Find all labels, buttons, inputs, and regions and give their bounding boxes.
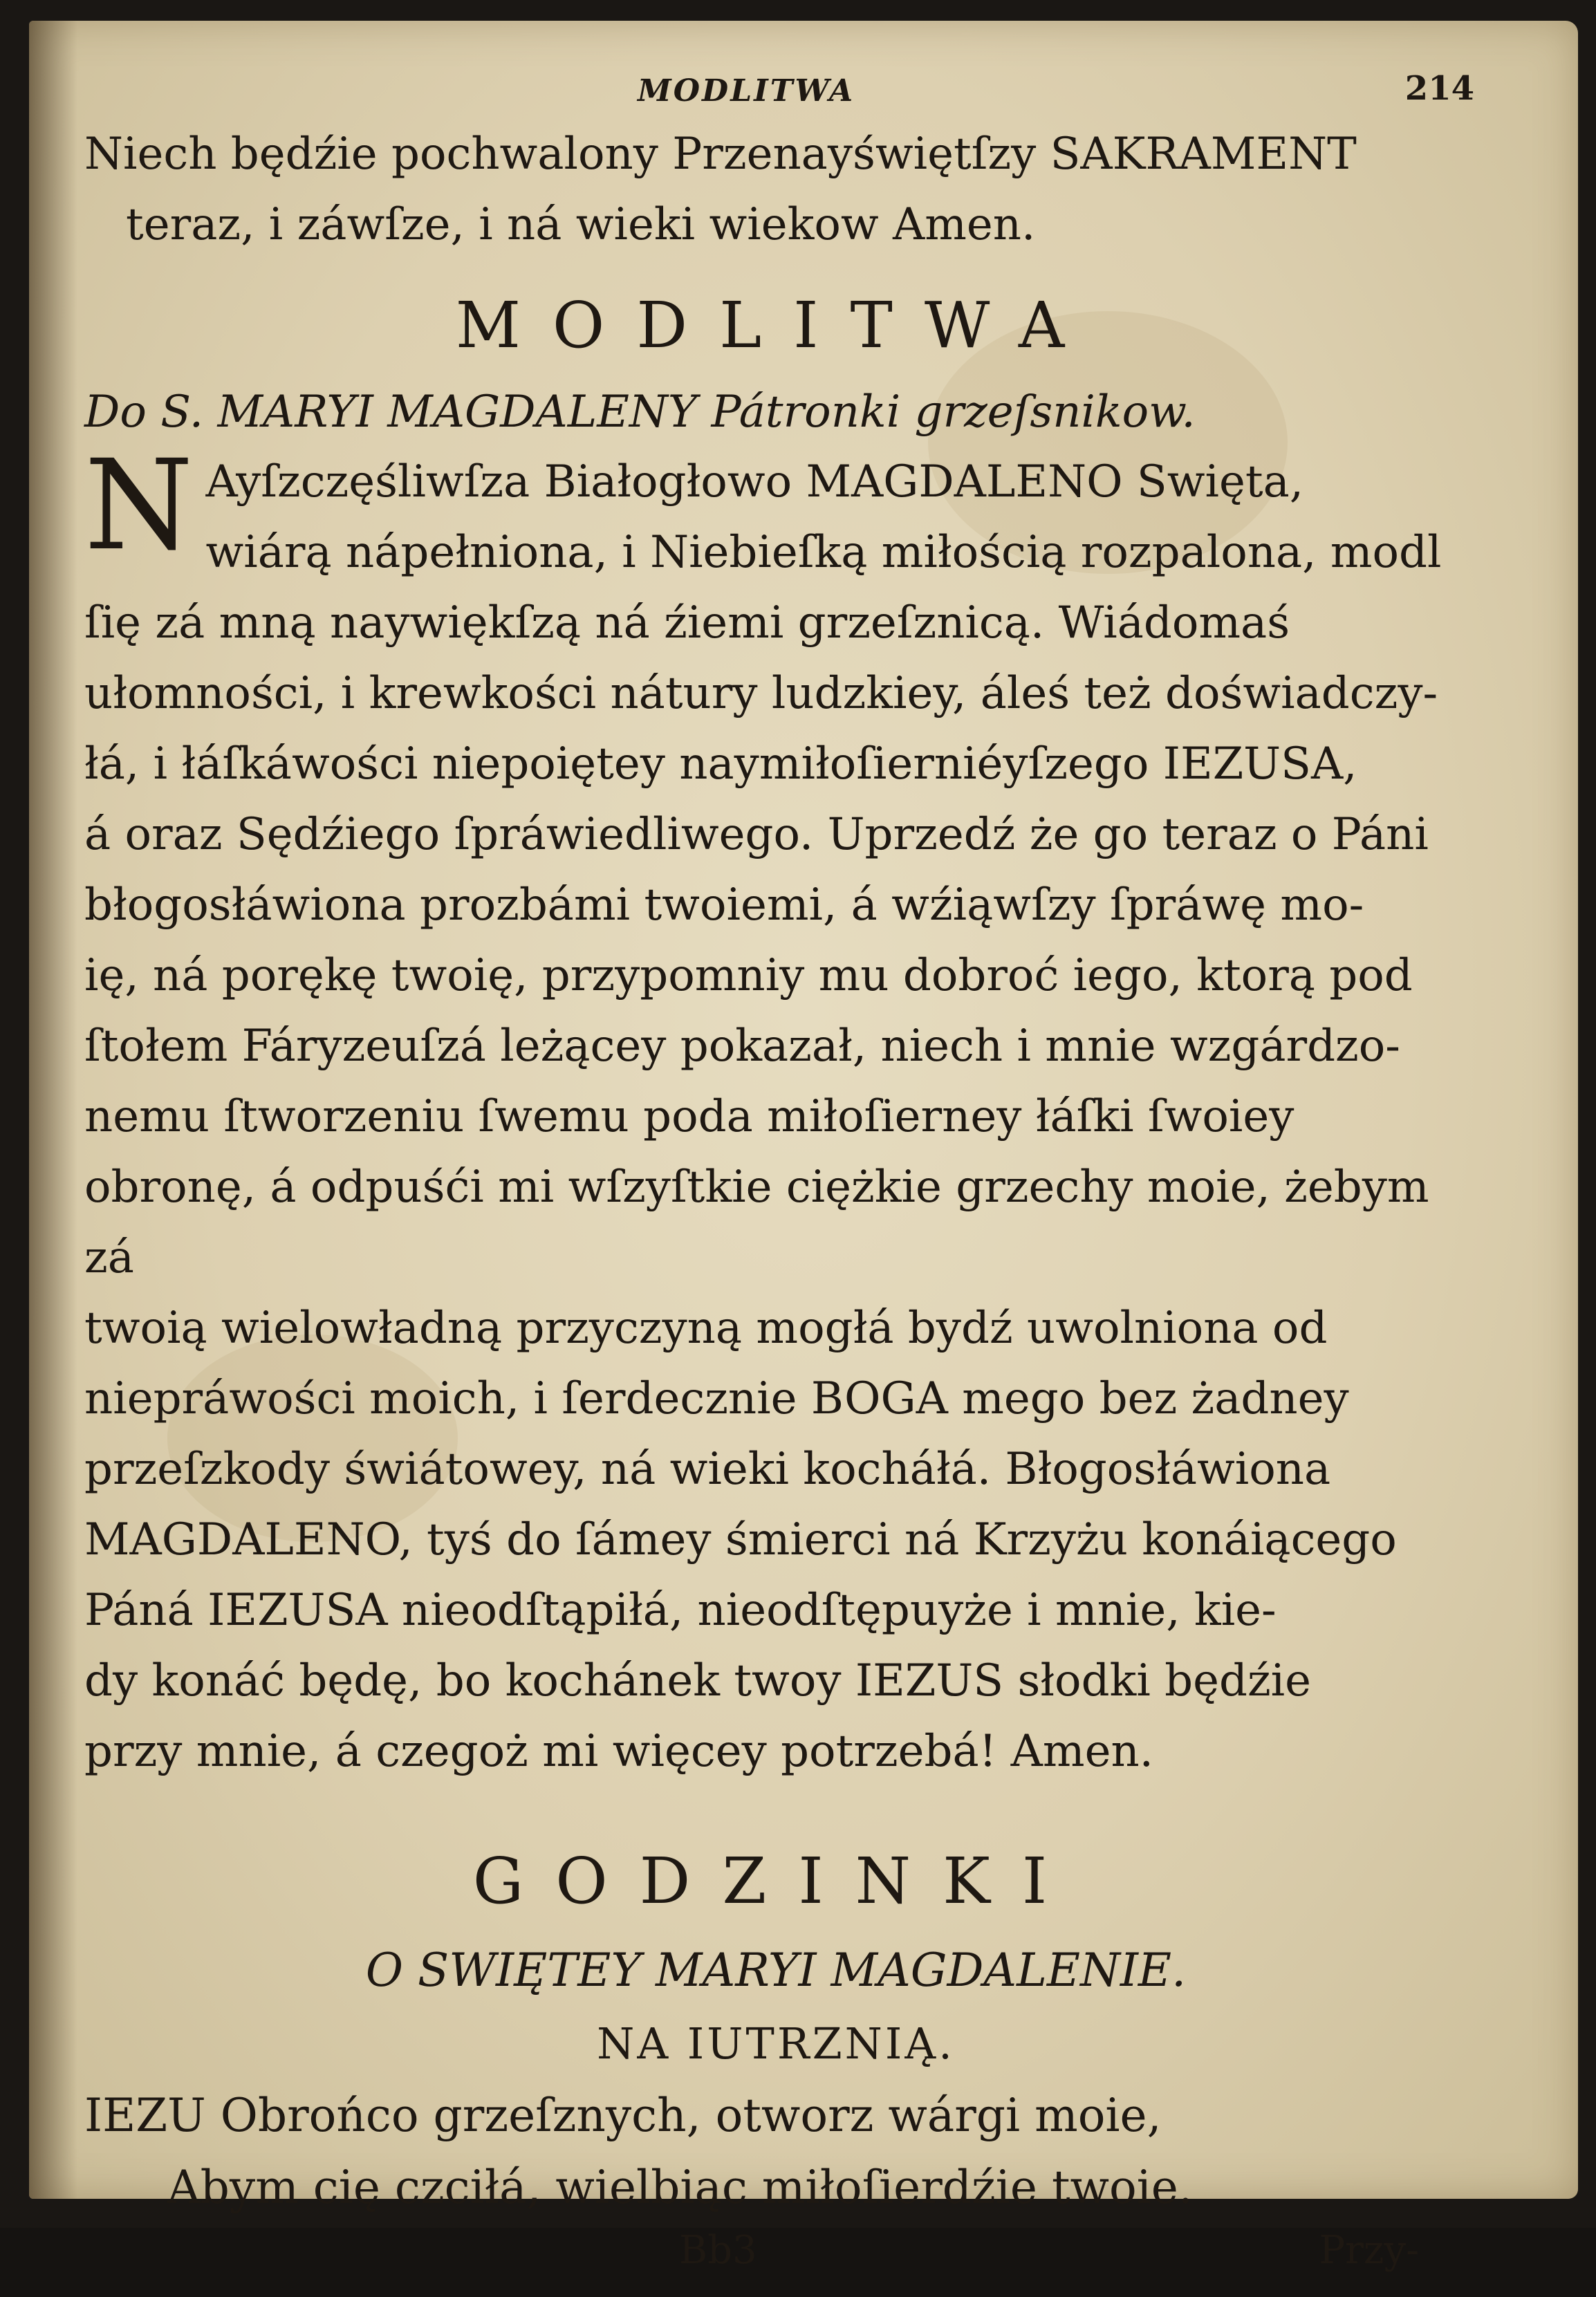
page-text <box>84 69 1474 2297</box>
prayer-line: niepráwości moich, i ſerdecznie BOGA mego bez żadney <box>84 1373 1349 1424</box>
page-footer <box>84 2228 1467 2297</box>
intro-line: teraz, i záwſze, i ná wieki wiekow Amen. <box>126 199 1036 250</box>
prayer-line: ſtołem Fáryzeuſzá leżącey pokazał, niech i mnie wzgárdzo- <box>84 1021 1400 1072</box>
prayer-line: przeſzkody świátowey, ná wieki kocháłá. Błogosłáwiona <box>84 1444 1331 1495</box>
prayer-line: twoią wielowładną przyczyną mogłá bydź uwolniona od <box>84 1303 1328 1354</box>
prayer-line: á oraz Sędźiego ſpráwiedliwego. Uprzedź że go teraz o Páni błogosłáwiona prozbámi twoiemi, á wźiąwſzy ſpráwę mo- <box>84 809 1429 931</box>
prayer-line: MAGDALENO, tyś do ſámey śmierci ná Krzyżu konáiącego Páná IEZUSA nieodſtąpiłá, nieodſtępuyże i mnie, kie- <box>84 1514 1397 1636</box>
hours-subheading: O SWIĘTEY MARYI MAGDALENIE. <box>365 1944 1187 1997</box>
book-page <box>29 21 1578 2273</box>
page-number: 214 <box>1404 69 1474 108</box>
running-head-title: MODLITWA <box>638 73 855 109</box>
prayer-line: ſię zá mną naywiękſzą ná źiemi grzeſznicą. Wiádomaś ułomności, i krewkości nátury ludzkiey, áleś też doświadczy- <box>84 597 1438 719</box>
prayer-line: dy konáć będę, bo kochánek twoy IEZUS słodki będźie <box>84 1655 1311 1707</box>
verse-line: Abym cię czciłá, wielbiąc miłoſierdźie twoie. <box>167 2161 1193 2214</box>
hours-section-title: NA IUTRZNIĄ. <box>597 2018 955 2069</box>
prayer-line: łá, i łáſkáwości niepoiętey naymiłoſierniéyſzego IEZUSA, <box>84 738 1357 790</box>
prayer-subheading: Do S. MARYI MAGDALENY Pátronki grzeſsnikow. <box>84 387 1196 438</box>
drop-cap: N <box>84 434 194 578</box>
verse-line: IEZU Obrońco grzeſznych, otworz wárgi moie, <box>84 2089 1162 2142</box>
prayer-heading: MODLITWA <box>455 288 1097 362</box>
intro-line: Niech będźie pochwalony Przenayświętſzy SAKRAMENT <box>84 129 1357 180</box>
prayer-paragraph <box>84 434 1467 1787</box>
signature-mark: Bb3 <box>679 2228 757 2273</box>
prayer-line: wiárą nápełniona, i Niebieſką miłością rozpalona, modl <box>205 527 1442 578</box>
prayer-line: nemu ſtworzeniu ſwemu poda miłoſierney łáſki ſwoiey obronę, á odpuśći mi wſzyſtkie ciężkie grzechy moie, żebym zá <box>84 1091 1429 1283</box>
prayer-line: ię, ná porękę twoię, przypomniy mu dobroć iego, ktorą pod <box>84 950 1413 1001</box>
prayer-line: Ayſzczęśliwſza Białogłowo MAGDALENO Swięta, <box>205 456 1304 508</box>
prayer-line: przy mnie, á czegoż mi więcey potrzebá! Amen. <box>84 1726 1153 1777</box>
section-gap <box>84 1787 1467 1816</box>
page-gutter-shadow <box>29 21 77 2199</box>
catchword: Przy- <box>1319 2228 1419 2273</box>
running-head <box>84 69 1474 119</box>
hours-heading: GODZINKI <box>472 1844 1079 1918</box>
